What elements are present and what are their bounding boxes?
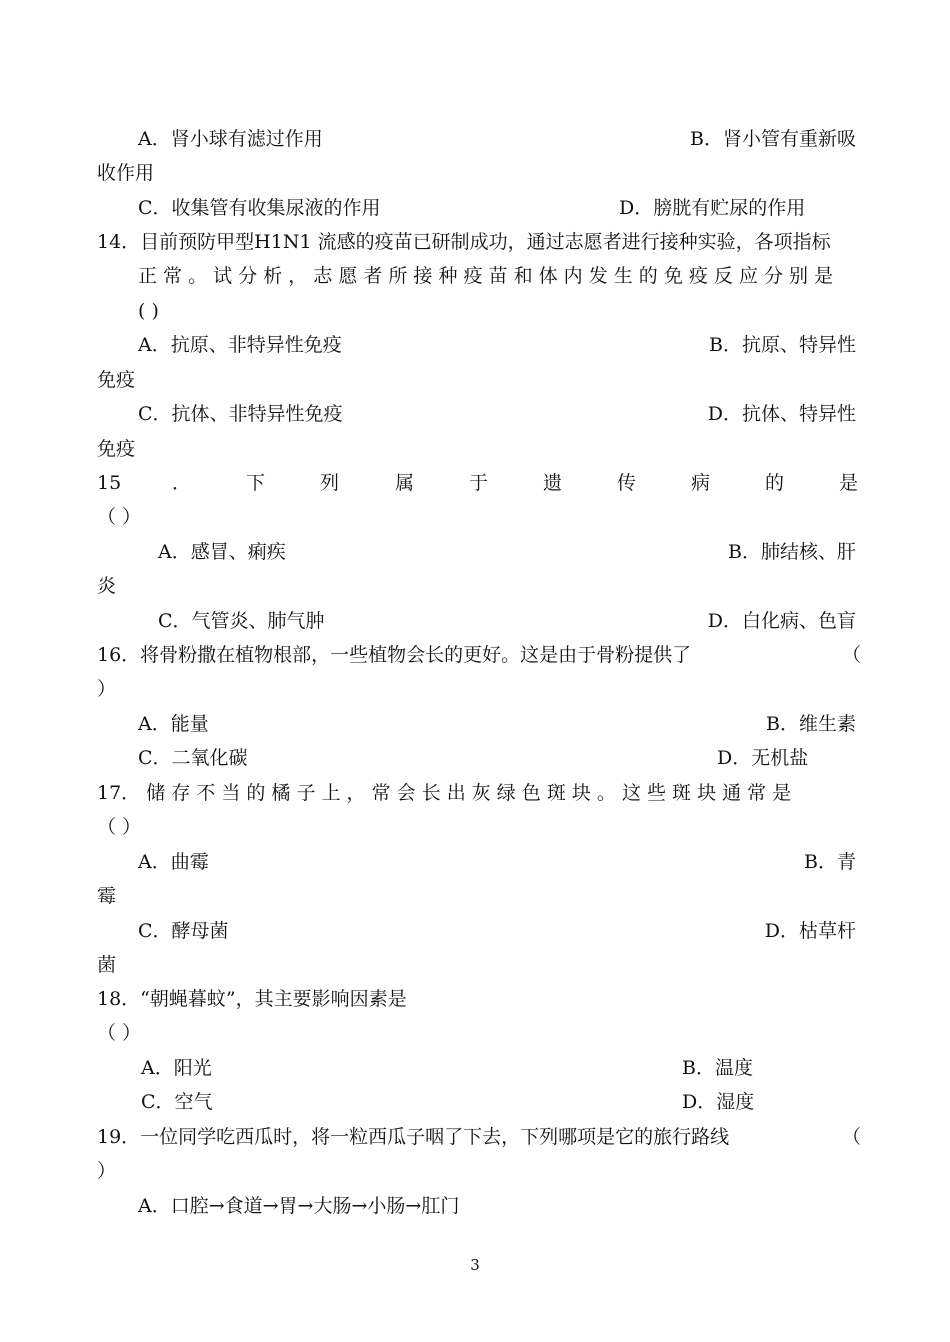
- q15-option-c: C．气管炎、肺气肿: [158, 610, 325, 632]
- q14-option-b: B．抗原、特异性: [709, 334, 856, 356]
- q13-option-d: D．膀胱有贮尿的作用: [619, 197, 806, 219]
- q18-option-a: A．阳光: [141, 1057, 212, 1079]
- q16-option-b: B．维生素: [766, 713, 856, 735]
- q15-stem-number: 15: [97, 472, 122, 494]
- q17-option-d: D．枯草杆: [764, 920, 856, 942]
- q16-paren-open: （: [842, 644, 862, 666]
- q17-stem: 17． 储 存 不 当 的 橘 子 上 ， 常 会 长 出 灰 绿 色 斑 块 。 这 些 斑 块 通 常 是: [97, 782, 792, 804]
- q15-option-a: A．感冒、痢疾: [158, 541, 286, 563]
- q15-stem-word: 列: [320, 472, 340, 494]
- q15-stem-word: 遗: [543, 472, 563, 494]
- q15-option-b: B．肺结核、肝: [728, 541, 856, 563]
- q19-stem: 19．一位同学吃西瓜时，将一粒西瓜子咽了下去，下列哪项是它的旅行路线: [97, 1126, 730, 1148]
- q14-option-d-continued: 免疫: [97, 438, 136, 460]
- q15-answer-paren: （ ）: [97, 506, 142, 528]
- q16-option-c: C．二氧化碳: [138, 747, 248, 769]
- q18-answer-paren: （ ）: [97, 1022, 142, 1044]
- q18-option-b: B．温度: [682, 1057, 753, 1079]
- q17-option-a: A．曲霉: [138, 851, 209, 873]
- q15-stem-word: 是: [839, 472, 859, 494]
- q17-option-b: B．青: [804, 851, 856, 873]
- q16-paren-close: ）: [97, 678, 117, 700]
- q13-option-b: B．肾小管有重新吸: [690, 128, 856, 150]
- q15-option-b-continued: 炎: [97, 575, 117, 597]
- q13-option-c: C．收集管有收集尿液的作用: [138, 197, 381, 219]
- q16-option-d: D．无机盐: [717, 747, 809, 769]
- q17-option-c: C．酵母菌: [138, 920, 229, 942]
- q15-stem-word: 的: [765, 472, 785, 494]
- q17-answer-paren: （ ）: [97, 816, 142, 838]
- q19-paren-close: ）: [97, 1160, 117, 1182]
- page-number: 3: [470, 1256, 480, 1274]
- q14-stem-line1: 14．目前预防甲型H1N1 流感的疫苗已研制成功，通过志愿者进行接种实验，各项指标: [97, 231, 831, 253]
- q18-option-c: C．空气: [141, 1091, 213, 1113]
- q14-option-c: C．抗体、非特异性免疫: [138, 403, 343, 425]
- q14-stem-line2: 正 常 。 试 分 析 ， 志 愿 者 所 接 种 疫 苗 和 体 内 发 生 的 免 疫 反 应 分 别 是: [138, 265, 834, 287]
- q19-option-a: A．口腔→食道→胃→大肠→小肠→肛门: [138, 1195, 460, 1217]
- q15-option-d: D．白化病、色盲: [707, 610, 856, 632]
- q15-stem-word: 于: [469, 472, 489, 494]
- q15-stem-word: ．: [172, 472, 192, 494]
- q16-option-a: A．能量: [138, 713, 209, 735]
- q17-option-b-continued: 霉: [97, 885, 117, 907]
- q15-stem-word: 属: [395, 472, 415, 494]
- q15-stem-word: 下: [246, 472, 266, 494]
- q18-option-d: D．湿度: [682, 1091, 755, 1113]
- q18-stem: 18．“朝蝇暮蚊”，其主要影响因素是: [97, 988, 407, 1010]
- q13-option-a: A．肾小球有滤过作用: [138, 128, 323, 150]
- q13-option-b-continued: 收作用: [97, 162, 155, 184]
- q19-paren-open: （: [842, 1126, 862, 1148]
- q14-option-d: D．抗体、特异性: [707, 403, 856, 425]
- q17-option-d-continued: 菌: [97, 954, 117, 976]
- q15-stem-word: 病: [691, 472, 711, 494]
- q14-option-b-continued: 免疫: [97, 369, 136, 391]
- q16-stem: 16．将骨粉撒在植物根部，一些植物会长的更好。这是由于骨粉提供了: [97, 644, 692, 666]
- q14-option-a: A．抗原、非特异性免疫: [138, 334, 342, 356]
- q14-answer-paren: ( ): [138, 300, 159, 322]
- q15-stem-word: 传: [617, 472, 637, 494]
